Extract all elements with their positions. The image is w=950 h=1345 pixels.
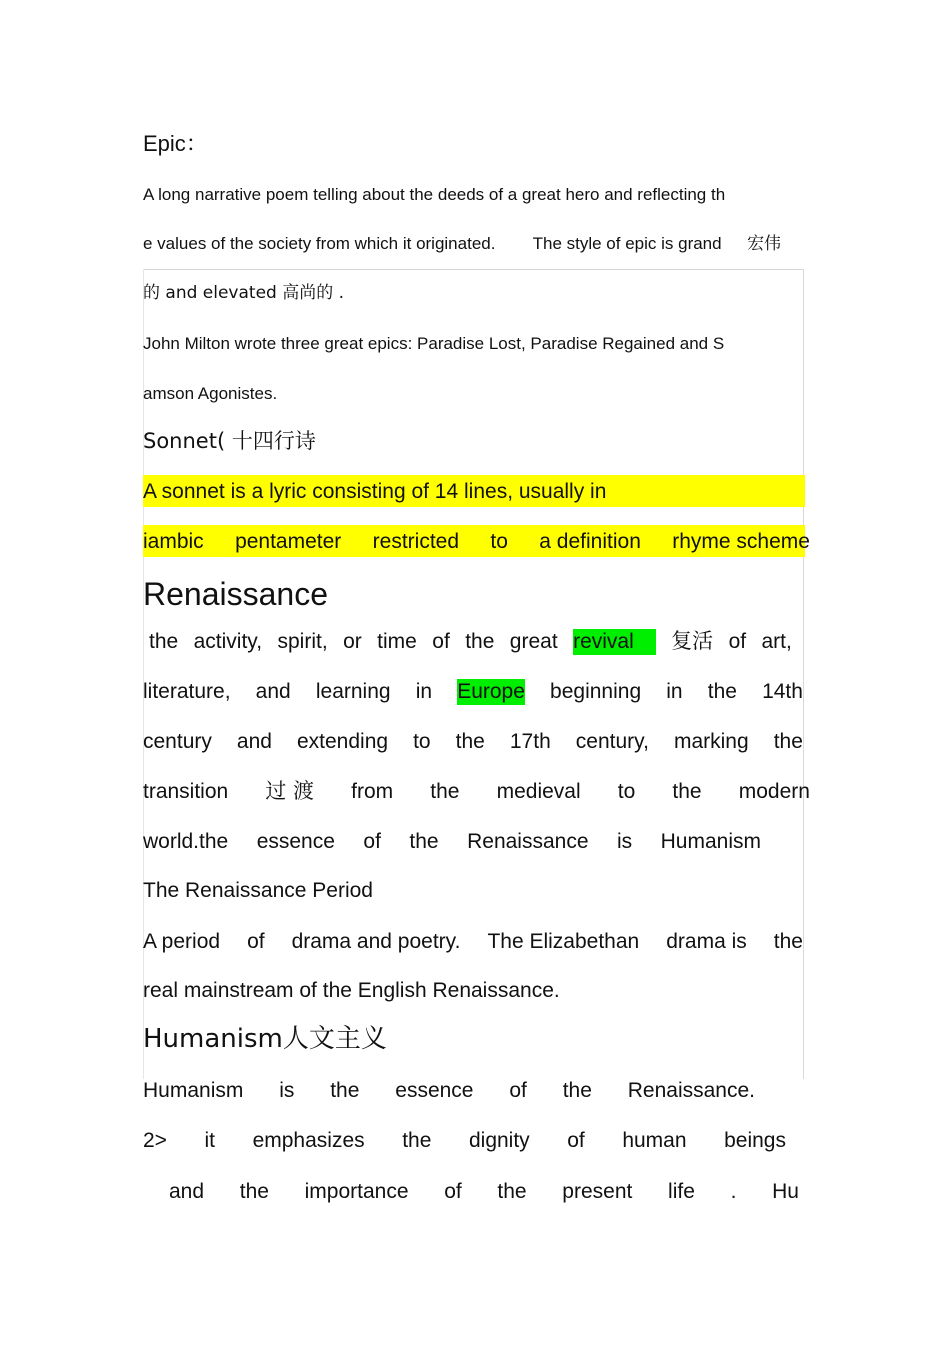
word: transition <box>143 780 229 803</box>
word: The Elizabethan <box>487 930 640 953</box>
epic-line-2 <box>143 235 781 253</box>
word: life <box>668 1180 695 1203</box>
word: of <box>567 1129 585 1152</box>
word: to <box>413 730 431 753</box>
word: Renaissance. <box>627 1079 755 1102</box>
highlight-revival: revival <box>573 629 656 655</box>
word: Hu <box>772 1180 799 1203</box>
word: the <box>330 1079 360 1102</box>
word: pentameter <box>235 530 342 553</box>
word: to <box>490 530 508 553</box>
highlight-europe: Europe <box>457 680 525 703</box>
word: the <box>149 630 179 653</box>
word: of <box>509 1079 527 1102</box>
period-line-2: real mainstream of the English Renaissance. <box>143 979 560 1002</box>
sonnet-line-1: A sonnet is a lyric consisting of 14 lines, usually in <box>143 480 607 503</box>
renaissance-line-5 <box>143 831 761 852</box>
word: of <box>728 630 747 653</box>
epic-line-5: amson Agonistes. <box>143 384 278 403</box>
word: 14th <box>762 680 803 703</box>
humanism-line-3 <box>169 1181 799 1202</box>
word: time <box>377 630 417 653</box>
word: drama is <box>666 930 747 953</box>
humanism-line-1 <box>143 1080 755 1101</box>
renaissance-line-2 <box>143 681 803 705</box>
word: the <box>672 780 702 803</box>
word: and <box>236 730 272 753</box>
period-line-1 <box>143 931 803 952</box>
word: to <box>617 780 636 803</box>
word: world.the <box>143 830 229 853</box>
word: modern <box>738 780 810 803</box>
word: the <box>402 1129 432 1152</box>
renaissance-line-1 <box>149 631 792 655</box>
word: . <box>730 1180 737 1203</box>
word: the <box>562 1079 592 1102</box>
humanism-heading: Humanism人文主义 <box>143 1024 387 1054</box>
word: A period <box>143 930 221 953</box>
word: 17th <box>509 730 551 753</box>
word: century, <box>575 730 649 753</box>
epic-heading: Epic： <box>143 131 208 156</box>
epic-line-2-c: 宏伟 <box>747 234 782 254</box>
word: learning <box>315 680 391 703</box>
word: spirit, <box>277 630 328 653</box>
word: the <box>465 630 495 653</box>
word: century <box>143 730 212 753</box>
epic-line-2-a: e values of the society from which it originated. <box>143 234 496 253</box>
word: the <box>455 730 485 753</box>
renaissance-line-3 <box>143 731 803 752</box>
word: drama and poetry. <box>291 930 461 953</box>
word: medieval <box>496 780 581 803</box>
word: iambic <box>143 530 204 553</box>
word: 复活 <box>671 629 714 653</box>
word: of <box>444 1180 462 1203</box>
word: the <box>497 1180 527 1203</box>
word: in <box>666 680 683 703</box>
renaissance-heading: Renaissance <box>143 576 328 612</box>
word: literature, <box>143 680 231 703</box>
word: and <box>169 1180 205 1203</box>
word: it <box>204 1129 216 1152</box>
word: rhyme scheme <box>672 530 810 553</box>
word: and <box>255 680 291 703</box>
word: extending <box>296 730 389 753</box>
word: 2> <box>143 1129 167 1152</box>
word: dignity <box>468 1129 530 1152</box>
word: beings <box>724 1129 786 1152</box>
word: great <box>509 630 558 653</box>
word: activity, <box>193 630 263 653</box>
renaissance-line-4 <box>143 781 810 802</box>
word: the <box>239 1180 269 1203</box>
word: of <box>432 630 450 653</box>
word: from <box>351 780 394 803</box>
sonnet-line-2 <box>143 531 810 552</box>
word: Humanism <box>143 1079 244 1102</box>
epic-line-4: John Milton wrote three great epics: Paradise Lost, Paradise Regained and S <box>143 334 725 353</box>
period-heading: The Renaissance Period <box>143 879 373 902</box>
word: beginning <box>550 680 642 703</box>
word: is <box>279 1079 295 1102</box>
word: Renaissance <box>467 830 589 853</box>
word: the <box>707 680 737 703</box>
word: art, <box>761 630 792 653</box>
word: Humanism <box>660 830 761 853</box>
word: essence <box>256 830 335 853</box>
word: marking <box>673 730 749 753</box>
word: emphasizes <box>252 1129 365 1152</box>
word: importance <box>304 1180 409 1203</box>
word: a definition <box>539 530 641 553</box>
word: essence <box>395 1079 474 1102</box>
word: restricted <box>372 530 460 553</box>
frame-border-right <box>803 269 804 1079</box>
word: of <box>363 830 381 853</box>
word: human <box>622 1129 687 1152</box>
word: is <box>616 830 633 853</box>
word: the <box>773 930 803 953</box>
epic-line-3: 的 and elevated 高尚的 . <box>143 283 345 303</box>
humanism-line-2 <box>143 1130 786 1151</box>
word: the <box>409 830 439 853</box>
word: the <box>430 780 460 803</box>
word: or <box>343 630 362 653</box>
word: in <box>415 680 433 703</box>
word: 过 渡 <box>265 779 315 803</box>
epic-line-1: A long narrative poem telling about the deeds of a great hero and reflecting th <box>143 185 726 204</box>
word: of <box>247 930 265 953</box>
word: the <box>773 730 803 753</box>
epic-line-2-b: The style of epic is grand <box>532 234 722 253</box>
sonnet-heading: Sonnet( 十四行诗 <box>143 429 316 453</box>
frame-border-top <box>143 269 804 270</box>
word: present <box>562 1180 633 1203</box>
